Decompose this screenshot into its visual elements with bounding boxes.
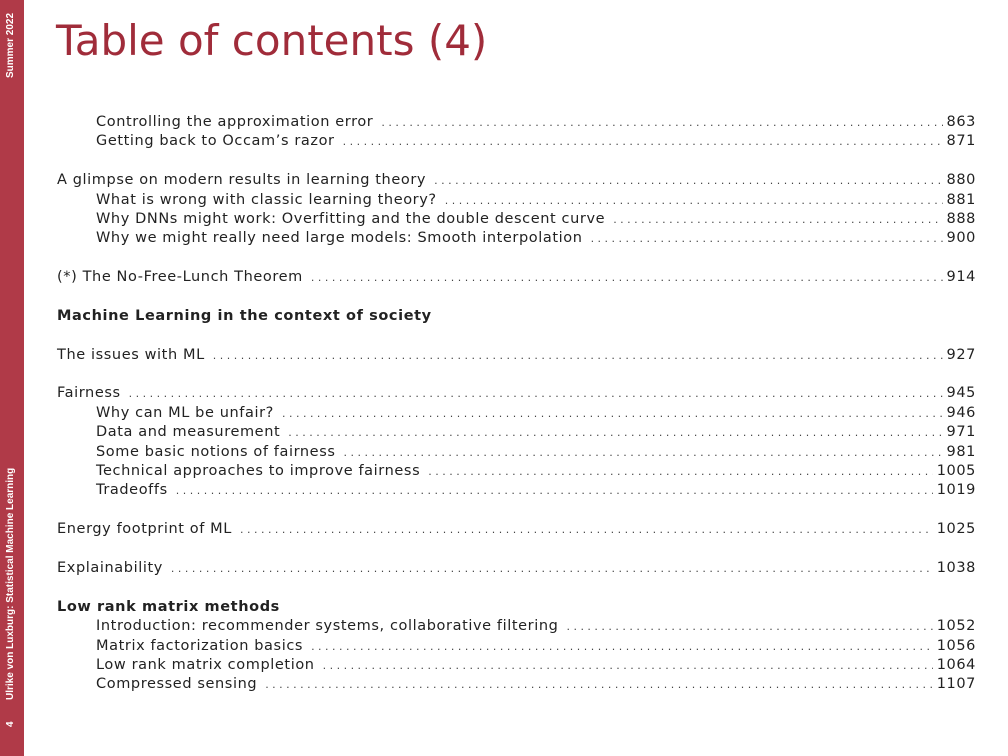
toc-entry[interactable] <box>57 171 976 190</box>
course-author-label: Ulrike von Luxburg: Statistical Machine Learning <box>5 467 16 700</box>
toc-entry-label: Low rank matrix completion <box>96 656 315 673</box>
toc-leader-dots <box>176 481 933 500</box>
toc-entry-page: 1064 <box>936 656 976 673</box>
toc-entry-page: 1038 <box>936 559 976 576</box>
toc-leader-dots <box>445 191 943 210</box>
toc-leader-dots <box>434 171 942 190</box>
toc-leader-dots <box>343 132 943 151</box>
season-label: Summer 2022 <box>5 12 16 78</box>
toc-entry-page: 1005 <box>936 463 976 480</box>
toc-entry-label: Getting back to Occam’s razor <box>96 133 335 150</box>
toc-entry-page: 981 <box>946 443 976 460</box>
toc-entry[interactable] <box>57 617 976 636</box>
toc-entry[interactable] <box>57 443 976 462</box>
toc-entry-label: Some basic notions of fairness <box>96 443 336 460</box>
toc-entry[interactable] <box>57 520 976 539</box>
toc-entry-page: 971 <box>946 424 976 441</box>
toc-leader-dots <box>171 559 933 578</box>
toc-entry-label: The issues with ML <box>57 346 205 363</box>
toc-leader-dots <box>311 268 943 287</box>
toc-entry-label: What is wrong with classic learning theory? <box>96 191 437 208</box>
toc-entry-page: 927 <box>946 346 976 363</box>
toc-leader-dots <box>613 210 942 229</box>
toc-section-heading <box>57 598 976 617</box>
toc-entry-label: (*) The No-Free-Lunch Theorem <box>57 269 303 286</box>
toc-leader-dots <box>428 462 932 481</box>
toc-leader-dots <box>323 656 933 675</box>
toc-entry-label: Why DNNs might work: Overfitting and the double descent curve <box>96 210 606 227</box>
toc-entry-page: 1025 <box>936 521 976 538</box>
toc-leader-dots <box>591 229 943 248</box>
toc-entry-page: 888 <box>946 210 976 227</box>
toc-entry-label: Energy footprint of ML <box>57 521 232 538</box>
toc-entry-label: Matrix factorization basics <box>96 637 304 654</box>
toc-entry[interactable] <box>57 229 976 248</box>
toc-entry-label: Compressed sensing <box>96 676 258 693</box>
toc-leader-dots <box>566 617 932 636</box>
toc-leader-dots <box>282 404 943 423</box>
toc-leader-dots <box>381 113 942 132</box>
toc-entry-page: 946 <box>946 404 976 421</box>
toc-entry[interactable] <box>57 404 976 423</box>
toc-entry-page: 1107 <box>936 676 976 693</box>
toc-entry-page: 881 <box>946 191 976 208</box>
toc-entry[interactable] <box>57 113 976 132</box>
toc-leader-dots <box>129 384 943 403</box>
toc-entry-label: Machine Learning in the context of society <box>57 307 432 324</box>
toc-entry-page: 1019 <box>936 482 976 499</box>
toc-leader-dots <box>213 346 943 365</box>
toc-leader-dots <box>288 423 942 442</box>
toc-entry-label: Technical approaches to improve fairness <box>96 463 421 480</box>
toc-entry[interactable] <box>57 423 976 442</box>
toc-entry-page: 1056 <box>936 637 976 654</box>
toc-entry-label: Explainability <box>57 559 163 576</box>
toc-entry[interactable] <box>57 481 976 500</box>
toc-entry-page: 945 <box>946 385 976 402</box>
toc-entry[interactable] <box>57 346 976 365</box>
toc-entry[interactable] <box>57 637 976 656</box>
toc-leader-dots <box>344 443 943 462</box>
toc-entry-label: Why we might really need large models: Smooth interpolation <box>96 230 583 247</box>
toc-leader-dots <box>240 520 933 539</box>
toc-entry-label: A glimpse on modern results in learning theory <box>57 172 427 189</box>
page-title: Table of contents (4) <box>56 16 488 65</box>
toc-leader-dots <box>265 675 933 694</box>
toc-entry-page: 871 <box>946 133 976 150</box>
toc-entry[interactable] <box>57 191 976 210</box>
toc-entry-label: Tradeoffs <box>96 482 168 499</box>
toc-entry[interactable] <box>57 132 976 151</box>
slide-page-number: 4 <box>5 721 16 727</box>
toc-entry-label: Controlling the approximation error <box>96 114 374 130</box>
toc-entry[interactable] <box>57 559 976 578</box>
toc-entry[interactable] <box>57 656 976 675</box>
toc-leader-dots <box>311 637 933 656</box>
toc-entry-page: 900 <box>946 230 976 247</box>
toc-entry-label: Low rank matrix methods <box>57 598 280 615</box>
toc-entry-label: Data and measurement <box>96 424 281 441</box>
toc-entry-page: 1052 <box>936 618 976 635</box>
sidebar <box>0 0 24 756</box>
toc-entry[interactable] <box>57 384 976 403</box>
toc-entry[interactable] <box>57 210 976 229</box>
toc-entry-page: 914 <box>946 269 976 286</box>
toc-entry-label: Introduction: recommender systems, collaborative filtering <box>96 618 559 635</box>
toc-entry-page: 863 <box>946 114 976 130</box>
table-of-contents <box>57 113 976 695</box>
toc-entry-label: Why can ML be unfair? <box>96 404 274 421</box>
toc-entry[interactable] <box>57 675 976 694</box>
toc-entry[interactable] <box>57 462 976 481</box>
toc-entry-page: 880 <box>946 172 976 189</box>
toc-entry[interactable] <box>57 268 976 287</box>
toc-entry-label: Fairness <box>57 385 121 402</box>
toc-section-heading <box>57 307 976 326</box>
